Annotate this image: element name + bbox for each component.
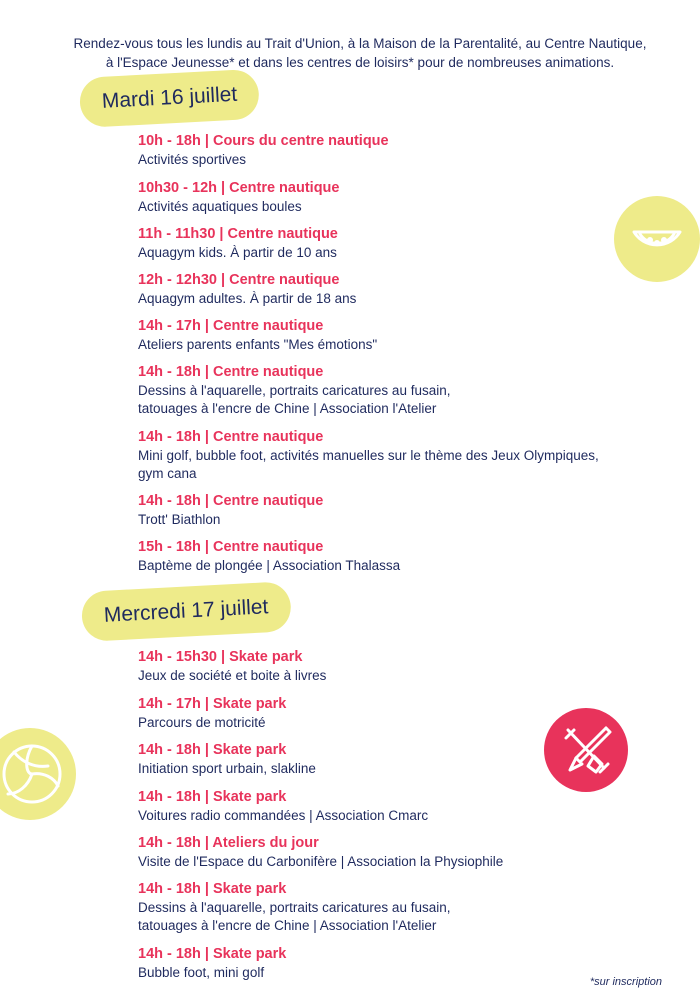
day-label: Mardi 16 juillet: [101, 82, 238, 113]
event-desc-line: Ateliers parents enfants "Mes émotions": [138, 337, 378, 352]
event-desc: [138, 899, 450, 935]
event-desc-line: Voitures radio commandées | Association Cmarc: [138, 808, 429, 823]
event-item: [138, 787, 428, 825]
event-desc-line: Visite de l'Espace du Carbonifère | Association la Physiophile: [138, 854, 504, 869]
event-desc-line: Activités sportives: [138, 152, 247, 167]
event-desc: [138, 511, 323, 529]
event-item: [138, 178, 339, 216]
event-desc-line: Jeux de société et boite à livres: [138, 668, 327, 683]
event-desc: [138, 760, 316, 778]
event-desc-line: gym cana: [138, 466, 197, 481]
event-time: 14h - 18h | Skate park: [138, 881, 287, 897]
event-desc-line: Bubble foot, mini golf: [138, 965, 265, 980]
event-desc: [138, 382, 450, 418]
event-desc: [138, 244, 338, 262]
event-desc-line: Activités aquatiques boules: [138, 199, 302, 214]
footnote: *sur inscription: [589, 976, 662, 988]
event-time: 14h - 18h | Skate park: [138, 742, 287, 758]
event-time: 14h - 18h | Skate park: [138, 789, 287, 805]
event-item: [138, 316, 377, 354]
event-item: [138, 131, 389, 169]
event-item: [138, 647, 326, 685]
event-desc-line: Parcours de motricité: [138, 715, 266, 730]
event-desc-line: tatouages à l'encre de Chine | Association l'Atelier: [138, 401, 437, 416]
day-header-mercredi: [81, 581, 292, 642]
event-desc-line: Aquagym kids. À partir de 10 ans: [138, 245, 337, 260]
event-desc-line: Trott' Biathlon: [138, 512, 221, 527]
event-item: [138, 944, 286, 982]
event-item: [138, 224, 338, 262]
event-time: 11h - 11h30 | Centre nautique: [138, 226, 338, 242]
event-item: [138, 491, 323, 529]
intro-line-2: à l'Espace Jeunesse* et dans les centres de loisirs* pour de nombreuses animations.: [105, 55, 615, 70]
event-desc: [138, 557, 400, 575]
event-time: 14h - 17h | Skate park: [138, 696, 287, 712]
intro-text: [20, 34, 700, 72]
event-desc: [138, 290, 356, 308]
event-desc: [138, 667, 326, 685]
event-desc: [138, 336, 377, 354]
event-time: 14h - 18h | Ateliers du jour: [138, 835, 319, 851]
event-item: [138, 270, 356, 308]
event-desc: [138, 447, 599, 483]
event-item: [138, 740, 316, 778]
event-desc-line: Aquagym adultes. À partir de 18 ans: [138, 291, 357, 306]
tools-icon: [544, 708, 628, 792]
event-time: 14h - 15h30 | Skate park: [138, 649, 303, 665]
event-item: [138, 694, 286, 732]
event-desc: [138, 714, 286, 732]
event-desc: [138, 198, 339, 216]
event-time: 10h - 18h | Cours du centre nautique: [138, 133, 389, 149]
event-desc: [138, 964, 286, 982]
event-time: 14h - 18h | Centre nautique: [138, 364, 324, 380]
event-time: 15h - 18h | Centre nautique: [138, 539, 324, 555]
event-item: [138, 833, 503, 871]
event-time: 14h - 18h | Skate park: [138, 946, 287, 962]
event-desc-line: Baptème de plongée | Association Thalassa: [138, 558, 401, 573]
intro-line-1: Rendez-vous tous les lundis au Trait d'Union, à la Maison de la Parentalité, au Centre Nautique,: [73, 36, 647, 51]
tools-badge: [544, 708, 628, 792]
event-desc: [138, 807, 428, 825]
watermelon-badge: [614, 196, 700, 282]
volleyball-icon: [0, 728, 76, 820]
event-item: [138, 362, 450, 418]
event-time: 14h - 18h | Centre nautique: [138, 429, 324, 445]
event-desc: [138, 151, 389, 169]
event-desc-line: tatouages à l'encre de Chine | Association l'Atelier: [138, 918, 437, 933]
event-time: 12h - 12h30 | Centre nautique: [138, 272, 340, 288]
event-item: [138, 427, 599, 483]
event-desc-line: Mini golf, bubble foot, activités manuelles sur le thème des Jeux Olympiques,: [138, 448, 599, 463]
day-header-mardi: [79, 69, 261, 128]
event-time: 10h30 - 12h | Centre nautique: [138, 180, 340, 196]
event-desc-line: Initiation sport urbain, slakline: [138, 761, 316, 776]
event-desc-line: Dessins à l'aquarelle, portraits caricatures au fusain,: [138, 900, 451, 915]
event-item: [138, 879, 450, 935]
volleyball-badge: [0, 728, 76, 820]
day-label: Mercredi 17 juillet: [103, 595, 269, 627]
event-desc: [138, 853, 503, 871]
event-time: 14h - 17h | Centre nautique: [138, 318, 324, 334]
watermelon-icon: [614, 196, 700, 282]
event-time: 14h - 18h | Centre nautique: [138, 493, 324, 509]
event-desc-line: Dessins à l'aquarelle, portraits caricatures au fusain,: [138, 383, 451, 398]
event-item: [138, 537, 400, 575]
